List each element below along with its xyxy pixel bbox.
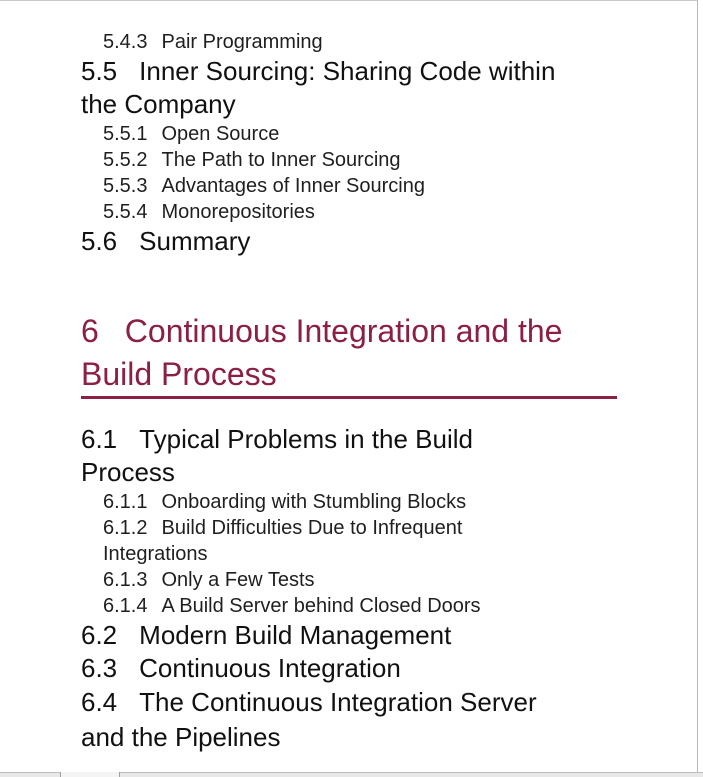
entry-title-line2: Process <box>81 457 175 487</box>
entry-title: Advantages of Inner Sourcing <box>161 175 425 197</box>
entry-title: A Build Server behind Closed Doors <box>161 595 481 617</box>
entry-number: 6.2 <box>81 620 118 650</box>
entry-number: 5.6 <box>81 226 118 256</box>
chapter-title-line1: Continuous Integration and the <box>124 313 563 349</box>
toc-entry-6-1-1[interactable] <box>81 489 641 515</box>
entry-number: 6.4 <box>81 687 118 717</box>
entry-title: Modern Build Management <box>139 620 452 650</box>
toc-entry-5-5[interactable] <box>81 55 641 121</box>
toc-entry-5-6[interactable] <box>81 225 641 258</box>
chapter-title-line2: Build Process <box>81 356 277 392</box>
entry-title-line2: the Company <box>81 89 236 119</box>
entry-number: 5.5 <box>81 56 118 86</box>
toc-entry-5-5-4[interactable] <box>81 199 641 225</box>
entry-number: 6.1.2 <box>103 517 148 539</box>
toc-entry-6-3[interactable] <box>81 652 641 685</box>
entry-number: 5.5.2 <box>103 149 148 171</box>
entry-title: Pair Programming <box>161 31 323 53</box>
scrollbar-thumb[interactable] <box>60 772 120 777</box>
entry-title: The Path to Inner Sourcing <box>161 149 401 171</box>
entry-number: 6.1.1 <box>103 491 148 513</box>
toc-entry-6-1[interactable] <box>81 423 641 489</box>
toc-entry-6-2[interactable] <box>81 619 641 652</box>
entry-number: 5.4.3 <box>103 31 148 53</box>
toc-entry-5-5-3[interactable] <box>81 173 641 199</box>
entry-title: Summary <box>139 226 251 256</box>
toc-entry-6-4[interactable] <box>81 685 641 755</box>
toc-entry-6-1-4[interactable] <box>81 593 641 619</box>
toc-entry-5-5-2[interactable] <box>81 147 641 173</box>
chapter-number: 6 <box>81 313 99 349</box>
entry-title: Open Source <box>161 123 280 145</box>
entry-title: Only a Few Tests <box>161 569 315 591</box>
toc-chapter-6[interactable] <box>81 310 641 396</box>
entry-title-line1: Build Difficulties Due to Infrequent <box>161 517 463 539</box>
entry-title-line2: and the Pipelines <box>81 722 281 752</box>
entry-title: Onboarding with Stumbling Blocks <box>161 491 467 513</box>
entry-number: 6.3 <box>81 653 118 683</box>
toc-entry-5-4-3[interactable] <box>81 29 641 55</box>
entry-number: 5.5.1 <box>103 123 148 145</box>
entry-number: 6.1.3 <box>103 569 148 591</box>
entry-title-line1: Typical Problems in the Build <box>139 424 473 454</box>
table-of-contents <box>81 1 641 755</box>
entry-number: 6.1 <box>81 424 118 454</box>
toc-entry-6-1-3[interactable] <box>81 567 641 593</box>
entry-title-line1: The Continuous Integration Server <box>139 687 537 717</box>
entry-title: Monorepositories <box>161 201 315 223</box>
entry-number: 5.5.4 <box>103 201 148 223</box>
entry-title-line2: Integrations <box>103 543 208 565</box>
entry-title-line1: Inner Sourcing: Sharing Code within <box>139 56 556 86</box>
toc-entry-5-5-1[interactable] <box>81 121 641 147</box>
entry-title: Continuous Integration <box>139 653 401 683</box>
entry-number: 5.5.3 <box>103 175 148 197</box>
toc-entry-6-1-2[interactable] <box>81 515 641 567</box>
entry-number: 6.1.4 <box>103 595 148 617</box>
